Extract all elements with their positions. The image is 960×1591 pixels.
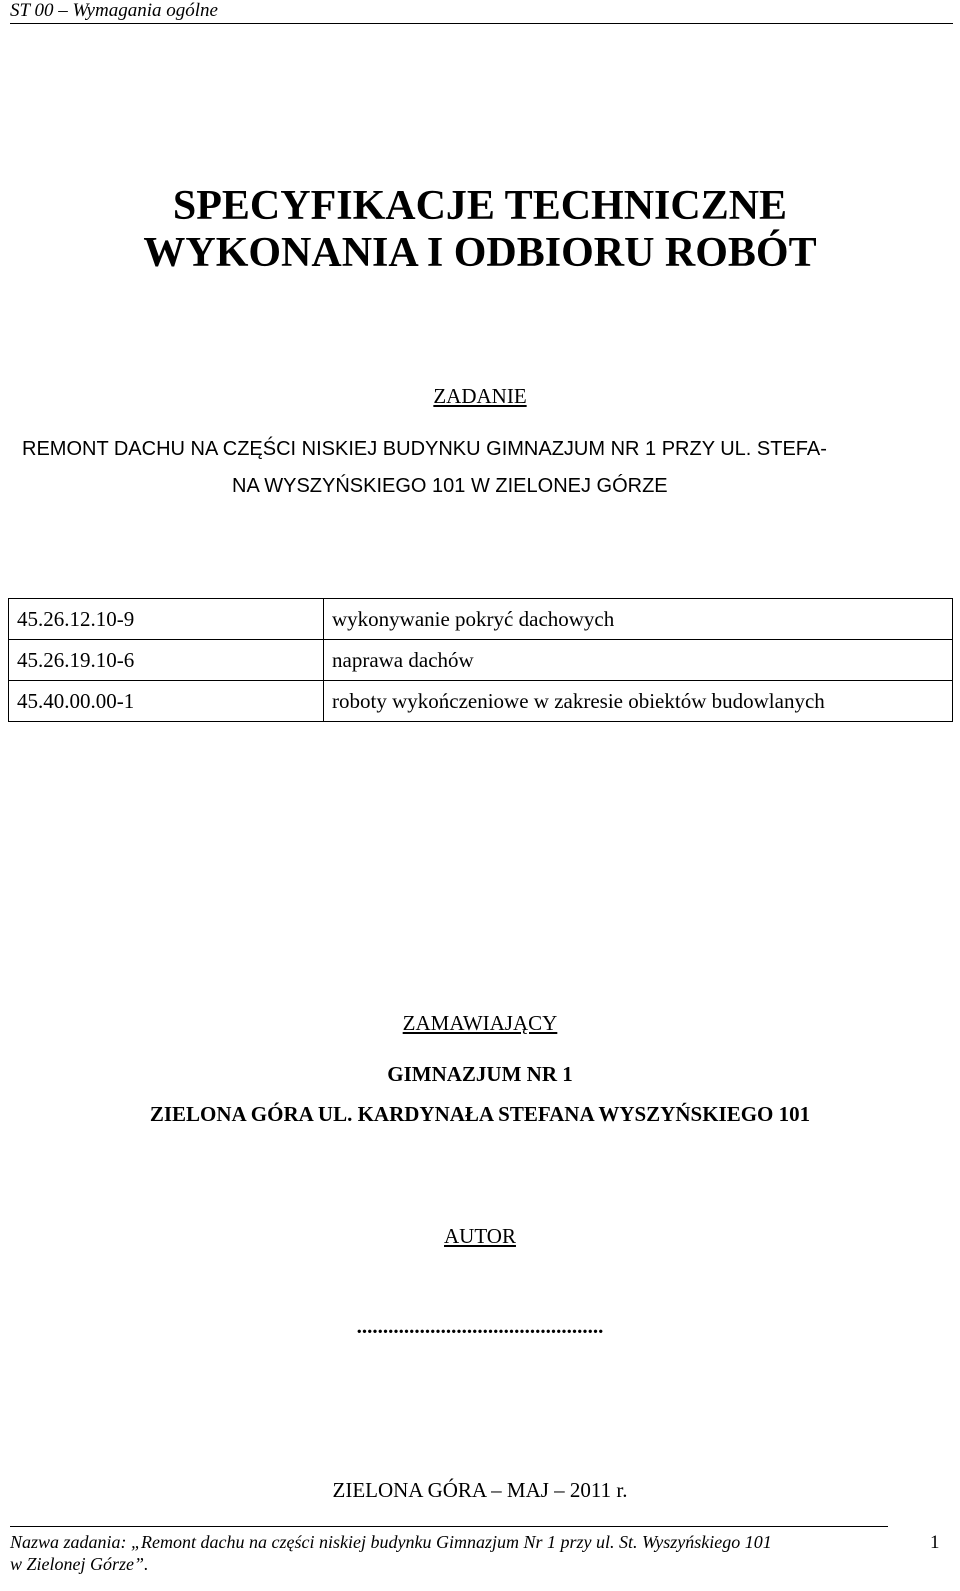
- header-rule: [10, 23, 953, 24]
- cpv-code-cell: 45.26.19.10-6: [9, 640, 324, 681]
- cpv-description-cell: naprawa dachów: [324, 640, 953, 681]
- document-title-line-2: WYKONANIA I ODBIORU ROBÓT: [143, 230, 817, 276]
- table-row: [9, 599, 953, 640]
- footer-rule: [10, 1526, 888, 1527]
- task-description-line-2: NA WYSZYŃSKIEGO 101 W ZIELONEJ GÓRZE: [232, 475, 668, 497]
- cpv-code-cell: 45.26.12.10-9: [9, 599, 324, 640]
- client-label: ZAMAWIAJĄCY: [402, 1011, 558, 1035]
- table-row: [9, 640, 953, 681]
- author-label: AUTOR: [444, 1224, 516, 1248]
- footer-text-line-2: w Zielonej Górze”.: [10, 1554, 149, 1574]
- client-name: GIMNAZJUM NR 1: [387, 1062, 573, 1086]
- table-row: [9, 681, 953, 722]
- footer-text-line-1: Nazwa zadania: „Remont dachu na części niskiej budynku Gimnazjum Nr 1 przy ul. St. Wyszyńskiego 101: [10, 1532, 772, 1552]
- document-title-line-1: SPECYFIKACJE TECHNICZNE: [172, 183, 788, 229]
- running-header: ST 00 – Wymagania ogólne: [10, 0, 218, 21]
- place-and-date: ZIELONA GÓRA – MAJ – 2011 r.: [332, 1478, 628, 1502]
- author-signature-placeholder: ...............................................: [356, 1314, 604, 1338]
- cpv-codes-table: [8, 598, 953, 722]
- task-description-line-1: REMONT DACHU NA CZĘŚCI NISKIEJ BUDYNKU GIMNAZJUM NR 1 PRZY UL. STEFA-: [22, 438, 827, 460]
- cpv-description-cell: roboty wykończeniowe w zakresie obiektów budowlanych: [324, 681, 953, 722]
- cpv-code-cell: 45.40.00.00-1: [9, 681, 324, 722]
- cpv-description-cell: wykonywanie pokryć dachowych: [324, 599, 953, 640]
- client-address: ZIELONA GÓRA UL. KARDYNAŁA STEFANA WYSZYŃSKIEGO 101: [149, 1102, 811, 1126]
- page-number: 1: [930, 1532, 940, 1553]
- task-label: ZADANIE: [433, 384, 527, 408]
